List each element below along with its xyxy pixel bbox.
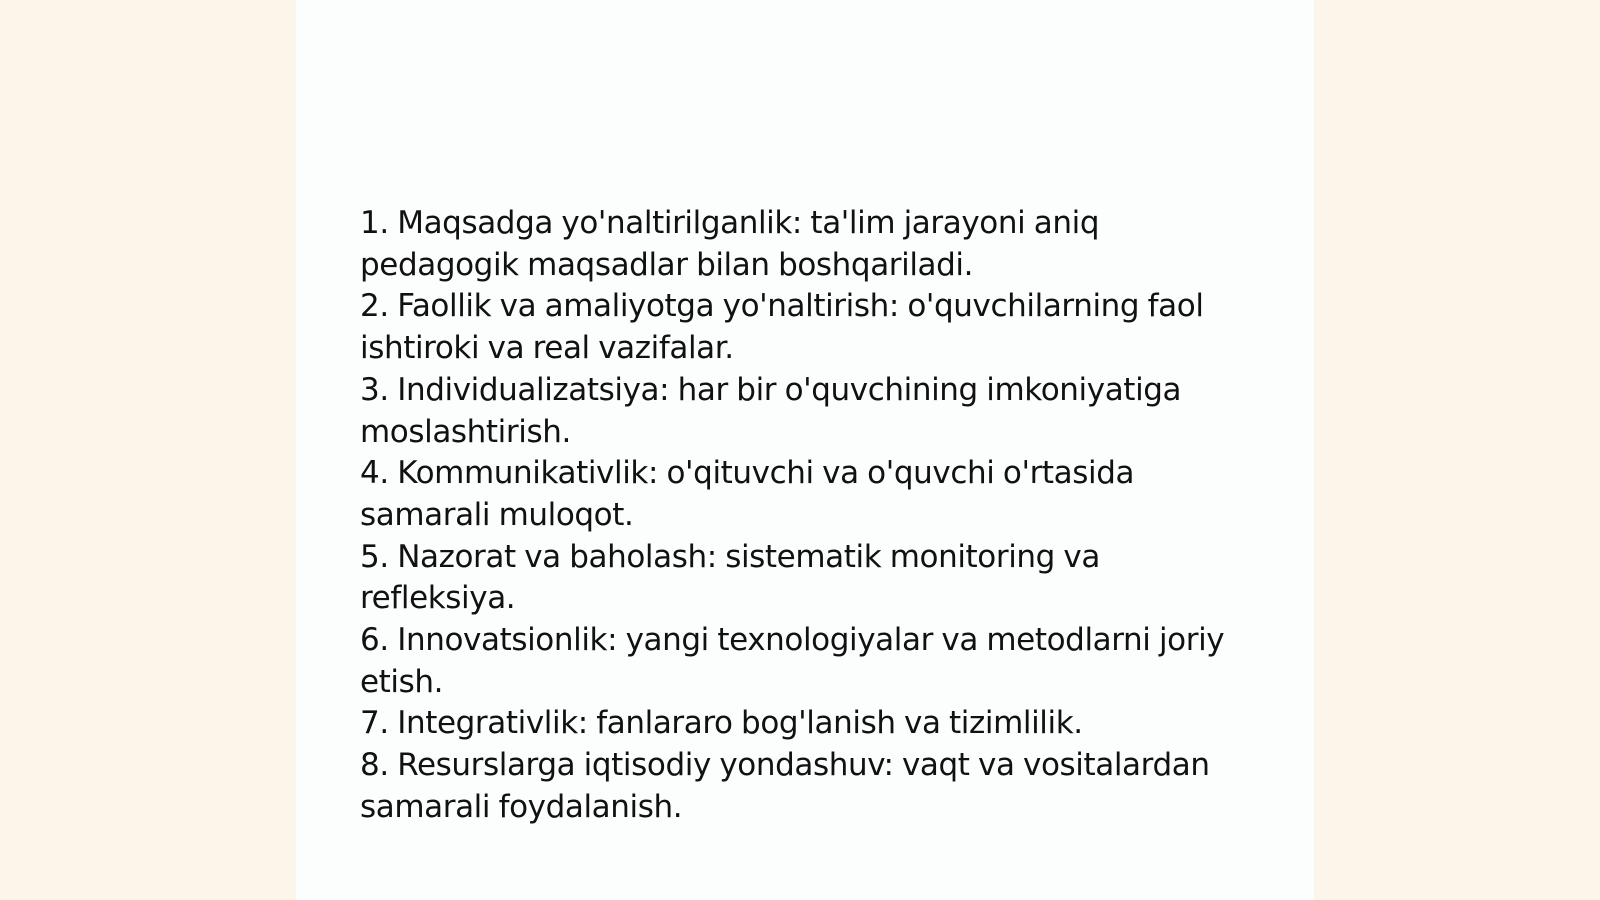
list-item: 2. Faollik va amaliyotga yo'naltirish: o'quvchilarning faol ishtiroki va real vazifalar. — [360, 288, 1204, 367]
list-item: 1. Maqsadga yo'naltirilganlik: ta'lim jarayoni aniq pedagogik maqsadlar bilan boshqariladi. — [360, 205, 1100, 283]
list-item: 4. Kommunikativlik: o'qituvchi va o'quvchi o'rtasida samarali muloqot. — [360, 455, 1135, 533]
list-item: 6. Innovatsionlik: yangi texnologiyalar va metodlarni joriy etish. — [360, 622, 1225, 700]
list-item: 5. Nazorat va baholash: sistematik monitoring va refleksiya. — [360, 538, 1100, 617]
principles-list — [360, 203, 1240, 829]
list-item: 7. Integrativlik: fanlararo bog'lanish va tizimlilik. — [360, 705, 1083, 742]
list-item: 8. Resurslarga iqtisodiy yondashuv: vaqt va vositalardan samarali foydalanish. — [360, 747, 1210, 825]
list-item: 3. Individualizatsiya: har bir o'quvchining imkoniyatiga moslashtirish. — [360, 371, 1182, 450]
